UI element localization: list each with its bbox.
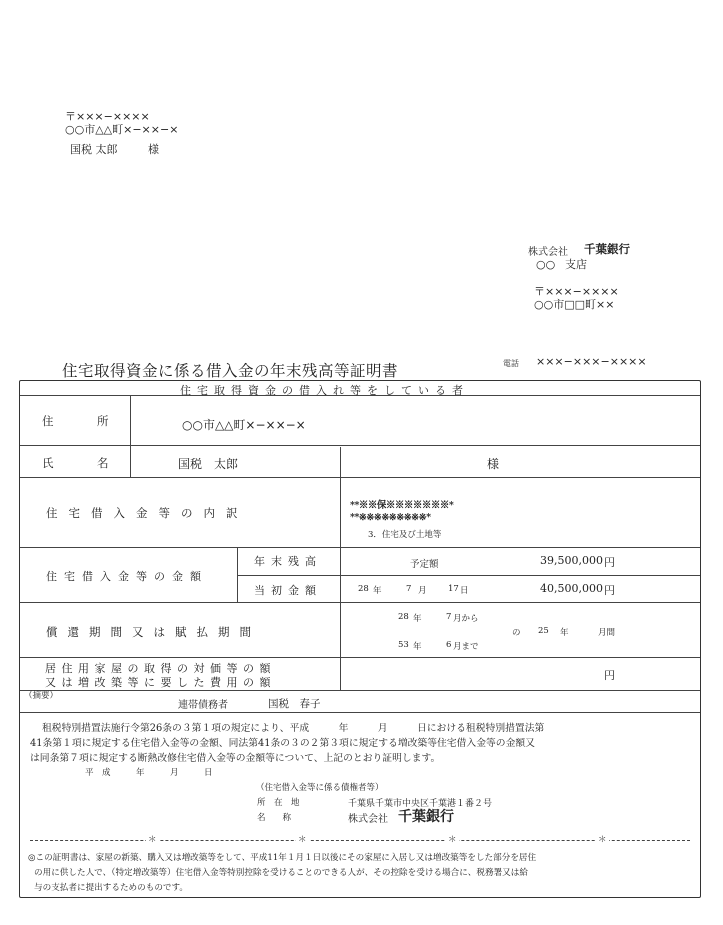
- recipient-postal: 〒×××−××××: [65, 110, 150, 123]
- rule-remarks-bottom: [20, 712, 700, 713]
- year-end-amount: 39,500,000: [540, 554, 603, 567]
- rule-period-divider: [340, 602, 341, 690]
- rule-label-divider: [130, 395, 131, 477]
- remarks-label: （摘要）: [24, 691, 59, 701]
- issuer-postal: 〒×××−××××: [534, 285, 619, 298]
- loan-detail-line3: 3．住宅及び土地等: [368, 530, 442, 540]
- location-value: 千葉県千葉市中央区千葉港１番２号: [348, 799, 493, 809]
- recipient-name: 国税 太郎: [70, 143, 118, 156]
- initial-label: 当初金額: [254, 584, 322, 597]
- cost-yen: 円: [604, 669, 615, 682]
- initial-day: 17: [448, 584, 459, 594]
- period-to-year-unit: 年: [413, 642, 422, 652]
- certification-date: 平 成 年 月 日: [85, 768, 213, 778]
- issuer-company-name: 千葉銀行: [584, 242, 630, 256]
- location-label: 所 在 地: [257, 798, 300, 808]
- certification-line3: は同条第７項に規定する断熱改修住宅借入金等の金額等について、上記のとおり証明します。: [30, 753, 441, 764]
- creditor-label: （住宅借入金等に係る債権者等）: [256, 783, 384, 793]
- header-row-label: 住宅取得資金の借入れ等をしている者: [180, 384, 469, 397]
- rule-amount-divider-2: [340, 547, 341, 602]
- period-to-suffix: 月まで: [453, 642, 479, 652]
- loan-detail-label: 住宅借入金等の内訳: [46, 506, 249, 520]
- guarantor-name: 国税 春子: [268, 698, 321, 710]
- notice-separator: [30, 840, 690, 841]
- issuer-company-prefix: 株式会社: [528, 247, 568, 258]
- initial-yen: 円: [604, 584, 615, 597]
- period-prefix: の: [512, 628, 521, 638]
- notice-line3: 与の支払者に提出するためのものです。: [34, 883, 189, 893]
- cost-label-line1: 居住用家屋の取得の対価等の額: [45, 662, 276, 675]
- year-end-yen: 円: [604, 556, 615, 569]
- rule-detail-bottom: [20, 547, 700, 548]
- issuer-address: ○○市□□町××: [534, 298, 615, 311]
- year-end-label: 年末残高: [254, 555, 322, 568]
- period-months-unit: 月間: [598, 628, 616, 638]
- separator-asterisk-3: ＊: [448, 835, 457, 845]
- rule-name-bottom: [20, 477, 700, 478]
- recipient-honorific: 様: [148, 143, 159, 156]
- period-years-unit: 年: [560, 628, 569, 638]
- initial-month: 7: [406, 584, 412, 594]
- name-honorific: 様: [487, 457, 500, 471]
- cost-label-line2: 又は増改築等に要した費用の額: [45, 676, 276, 689]
- period-from-year-unit: 年: [413, 614, 422, 624]
- company-label: 名 称: [257, 813, 292, 823]
- initial-day-unit: 日: [460, 586, 469, 596]
- address-value: ○○市△△町×−××−×: [182, 418, 306, 432]
- initial-amount: 40,500,000: [540, 582, 603, 595]
- document-title: 住宅取得資金に係る借入金の年末残高等証明書: [62, 362, 399, 380]
- rule-cost-bottom: [20, 690, 700, 691]
- period-from-suffix: 月から: [453, 614, 479, 624]
- rule-yearend-bottom: [237, 575, 700, 576]
- certification-line2: 41条第１項に規定する住宅借入金等の金額、同法第41条の３の２第３項に規定する増改築等住宅借入金等の金額又: [30, 738, 535, 749]
- phone-label: 電話: [503, 359, 519, 368]
- issuer-branch-name: ○○: [536, 258, 556, 271]
- name-value: 国税 太郎: [178, 457, 239, 471]
- rule-amount-divider: [237, 547, 238, 602]
- separator-asterisk-1: ＊: [148, 835, 157, 845]
- separator-asterisk-4: ＊: [598, 835, 607, 845]
- address-label: 住 所: [42, 414, 125, 428]
- recipient-address: ○○市△△町×−××−×: [65, 123, 179, 136]
- issuer-branch-suffix: 支店: [565, 258, 587, 271]
- guarantor-label: 連帯債務者: [178, 700, 228, 711]
- company-prefix: 株式会社: [348, 814, 388, 825]
- period-years: 25: [538, 626, 549, 636]
- separator-asterisk-2: ＊: [298, 835, 307, 845]
- initial-year-unit: 年: [373, 586, 382, 596]
- rule-address-bottom: [20, 445, 700, 446]
- period-to-year: 53: [398, 640, 409, 650]
- period-from-year: 28: [398, 612, 409, 622]
- rule-period-bottom: [20, 657, 700, 658]
- phone-number: ×××−×××−××××: [536, 355, 647, 368]
- period-label: 償還期間又は賦払期間: [46, 625, 261, 639]
- name-label: 氏 名: [42, 456, 125, 470]
- rule-detail-divider: [340, 447, 341, 547]
- notice-line2: の用に供した人で、（特定増改築等）住宅借入金等特別控除を受けることのできる人が、その控除を受ける場合に、税務署又は給: [34, 868, 528, 878]
- notice-line1: ◎この証明書は、家屋の新築、購入又は増改築等をして、平成11年１月１日以後にその家屋に入居し又は増改築等をした部分を居住: [28, 853, 537, 863]
- company-name: 千葉銀行: [398, 809, 454, 825]
- amount-label: 住宅借入金等の金額: [46, 570, 208, 583]
- initial-year: 28: [358, 584, 369, 594]
- period-from-month: 7: [446, 612, 452, 622]
- year-end-note: 予定額: [410, 559, 439, 570]
- certification-line1: 租税特別措置法施行令第26条の３第１項の規定により、平成 年 月 日における租税特別措置法第: [42, 723, 545, 734]
- loan-detail-line1: **※※保※※※※※※※*: [350, 500, 454, 511]
- period-to-month: 6: [446, 640, 452, 650]
- loan-detail-line2: **※※※※※※※※※*: [350, 512, 431, 523]
- initial-month-unit: 月: [418, 586, 427, 596]
- rule-amount-bottom: [20, 602, 700, 603]
